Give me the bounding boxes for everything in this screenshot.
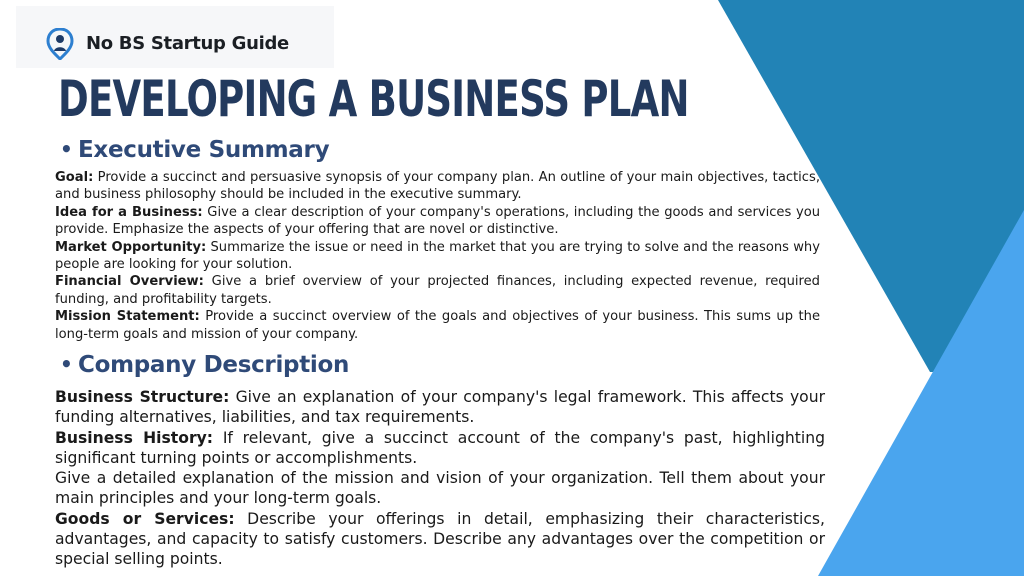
paragraph [55,387,825,428]
paragraph-label: Business Structure: [55,388,230,406]
bullet-icon: • [60,352,73,376]
section-heading-executive-summary [60,137,329,163]
paragraph [55,169,820,204]
paragraph-text: Give a brief overview of your projected finances, including expected revenue, required funding, and profitability targets. [55,274,820,307]
pin-person-icon [46,28,74,64]
brand-name: No BS Startup Guide [86,33,289,54]
section-heading-text: Executive Summary [78,137,330,163]
paragraph-label: Business History: [55,428,214,447]
paragraph [55,239,820,274]
paragraph-text: Give an explanation of your company's legal framework. This affects your funding alternatives, liabilities, and tax requirements. [55,388,826,427]
paragraph-text: Summarize the issue or need in the market that you are trying to solve and the reasons why people are looking for your solution. [55,239,820,273]
paragraph-text: Provide a succinct and persuasive synopsis of your company plan. An outline of your main objectives, tactics, and business philosophy should be included in the executive summary. [55,170,820,203]
paragraph-label: Financial Overview: [55,274,204,290]
paragraph-label: Goal: [55,170,94,185]
brand-logo[interactable] [16,6,334,68]
paragraph [55,509,825,570]
bullet-icon: • [60,137,73,161]
paragraph [55,273,820,308]
paragraph-label: Goods or Services: [55,509,235,528]
paragraph-text: Provide a succinct overview of the goals and objectives of your business. This sums up the long-term goals and mission of your company. [55,309,820,342]
company-description-body [55,387,825,570]
section-heading-company-description [60,352,349,378]
executive-summary-body [55,169,820,343]
paragraph-label: Idea for a Business: [55,204,203,220]
paragraph-text: Give a clear description of your company's operations, including the goods and services you provide. Emphasize the aspects of your offering that are novel or distinctive. [55,204,821,238]
paragraph-label: Mission Statement: [55,309,200,325]
paragraph-text: If relevant, give a succinct account of the company's past, highlighting significant turning points or accomplishments. [55,428,825,467]
section-heading-text: Company Description [78,352,350,378]
paragraph [55,468,825,509]
paragraph-text: Give a detailed explanation of the mission and vision of your organization. Tell them about your main principles and your long-term goals. [55,469,825,508]
paragraph [55,204,820,239]
paragraph [55,308,820,343]
paragraph [55,428,825,469]
paragraph-text: Describe your offerings in detail, emphasizing their characteristics, advantages, and capacity to satisfy customers. Describe any advantages over the competition or special selling points. [55,509,825,569]
page-title: DEVELOPING A BUSINESS PLAN [58,70,689,128]
paragraph-label: Market Opportunity: [55,239,207,255]
